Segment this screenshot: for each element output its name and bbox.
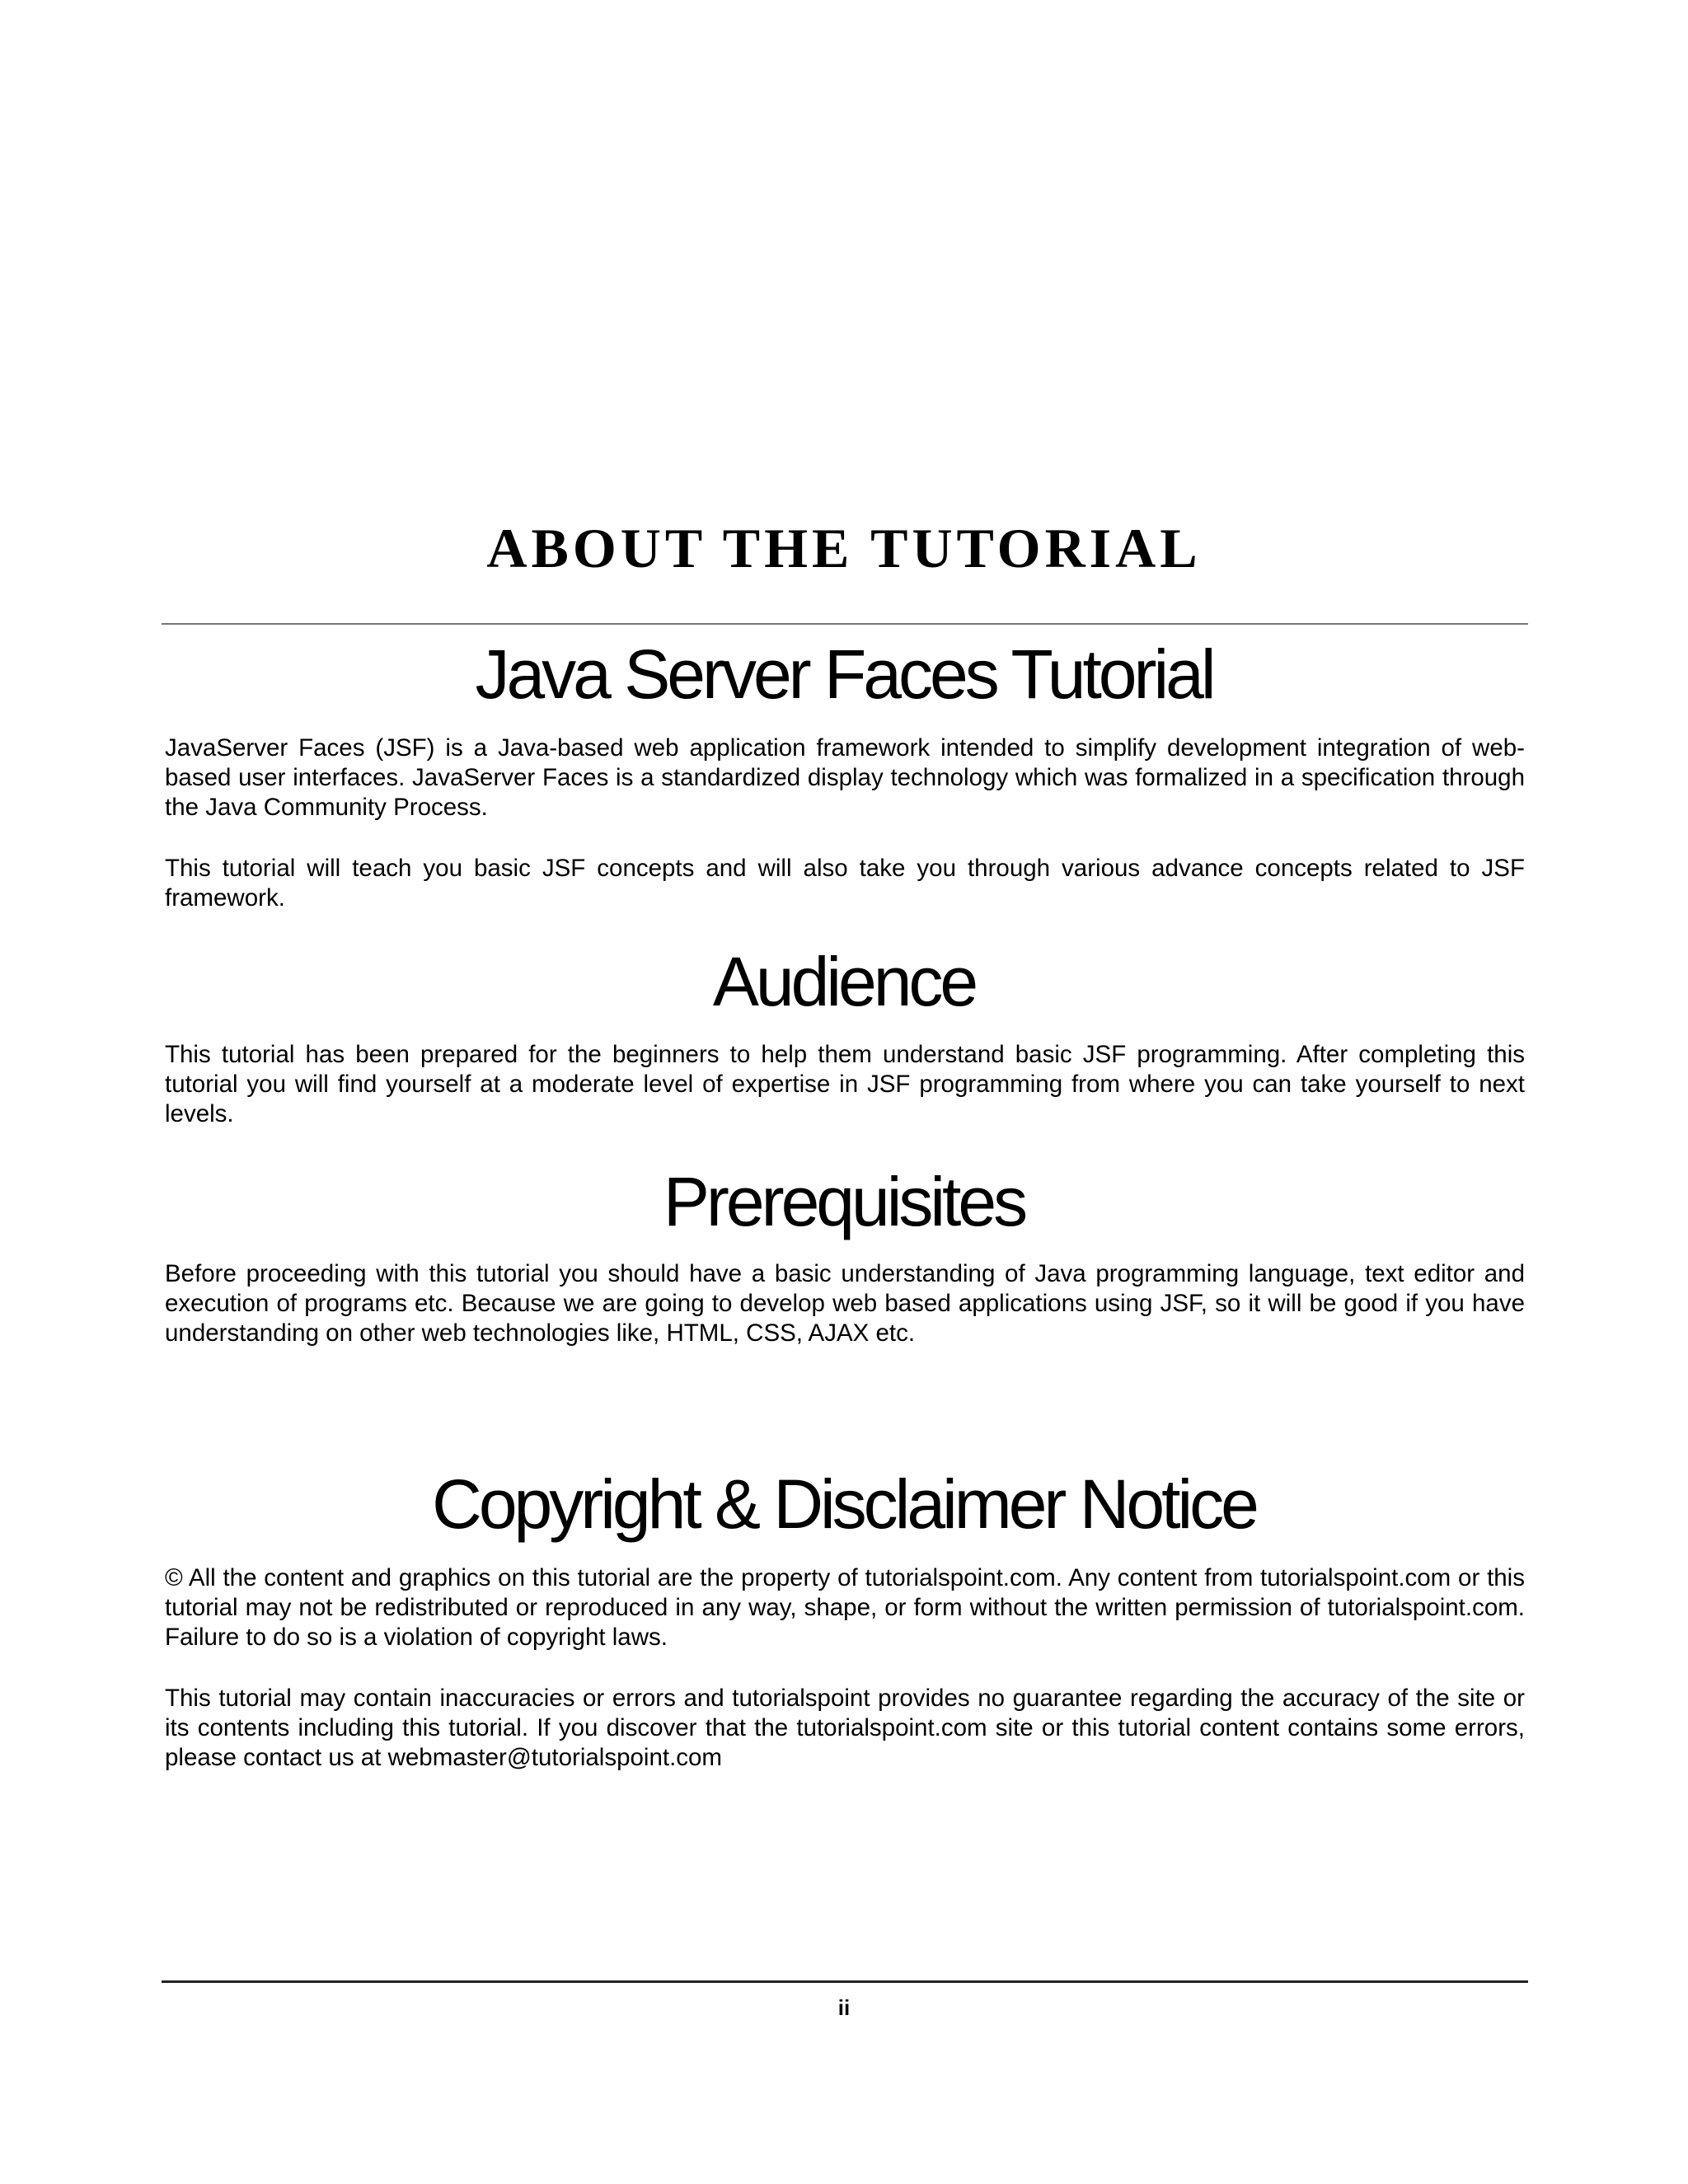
footer-divider: [162, 1980, 1528, 1983]
section-heading-audience: Audience: [712, 943, 976, 1020]
section-heading-java-server-faces-tutorial: Java Server Faces Tutorial: [475, 635, 1213, 713]
paragraph-jsf-scope: This tutorial will teach you basic JSF concepts and will also take you through various advance concepts related to JSF framework.: [165, 855, 1525, 912]
paragraph-jsf-intro: JavaServer Faces (JSF) is a Java-based web application framework intended to simplify development integration of web-based user interfaces. JavaServer Faces is a standardized display technology which was formalized in a specification through the Java Community Process.: [165, 734, 1525, 821]
section-heading-copyright-disclaimer: Copyright & Disclaimer Notice: [432, 1465, 1256, 1543]
section-heading-prerequisites: Prerequisites: [663, 1163, 1025, 1240]
paragraph-audience: This tutorial has been prepared for the beginners to help them understand basic JSF programming. After completing this tutorial you will find yourself at a moderate level of expertise in JSF programming from where you can take yourself to next levels.: [165, 1041, 1525, 1127]
paragraph-copyright: © All the content and graphics on this tutorial are the property of tutorialspoint.com. Any content from tutorialspoint.com or this tutorial may not be redistributed or reproduced in any way, shape, or form without the written permission of tutorialspoint.com. Failure to do so is a violation of copyright laws.: [165, 1564, 1525, 1651]
header-divider: [162, 623, 1528, 625]
page-title: ABOUT THE TUTORIAL: [486, 517, 1202, 579]
page-number: ii: [837, 1995, 851, 2020]
paragraph-prerequisites: Before proceeding with this tutorial you should have a basic understanding of Java programming language, text editor and execution of programs etc. Because we are going to develop web based applications using JSF, so it will be good if you have understanding on other web technologies like, HTML, CSS, AJAX etc.: [165, 1260, 1525, 1347]
paragraph-disclaimer: This tutorial may contain inaccuracies or errors and tutorialspoint provides no guarantee regarding the accuracy of the site or its contents including this tutorial. If you discover that the tutorialspoint.com site or this tutorial content contains some errors, please contact us at webmaster@tutorialspoint.com: [165, 1685, 1525, 1771]
